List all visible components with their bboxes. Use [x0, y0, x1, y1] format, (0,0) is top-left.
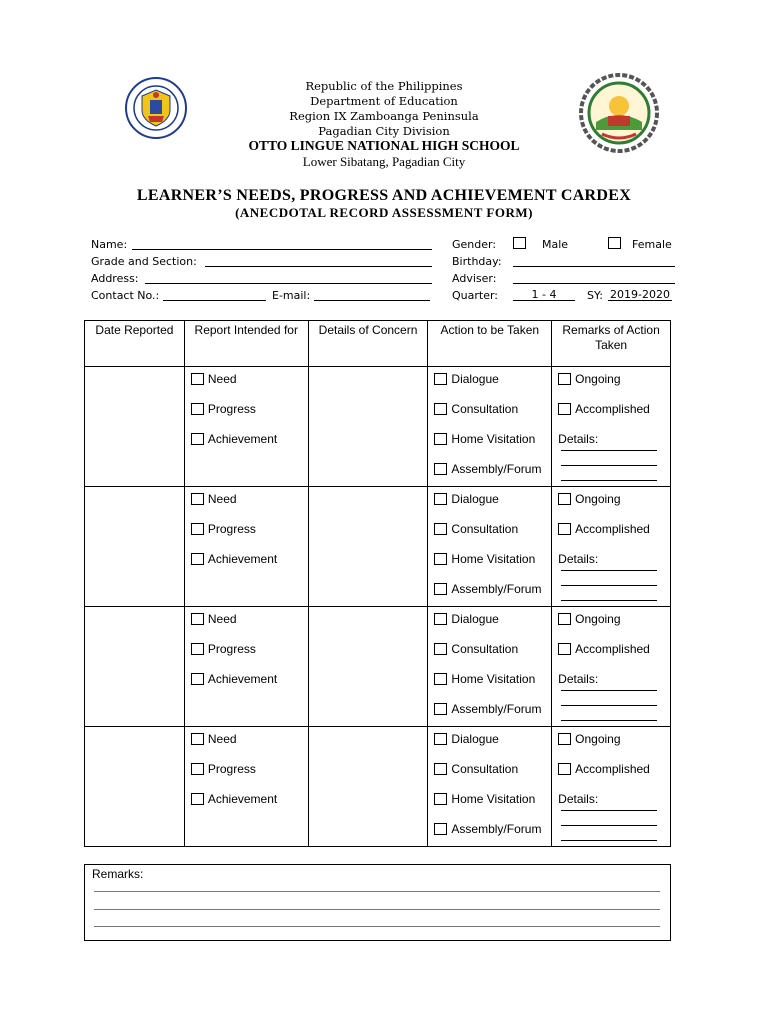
email-field[interactable] — [314, 300, 430, 301]
intended-option-2[interactable] — [191, 642, 256, 656]
intended-option-2[interactable] — [191, 762, 256, 776]
checkbox[interactable] — [191, 763, 204, 775]
checkbox-label: Need — [207, 612, 237, 626]
header-date-reported: Date Reported — [85, 321, 185, 367]
checkbox-label: Accomplished — [575, 642, 650, 656]
action-option-3[interactable] — [434, 432, 535, 446]
sy-value: 2019-2020 — [610, 288, 670, 301]
report-intended-cell — [184, 607, 308, 727]
checkbox[interactable] — [434, 403, 447, 415]
checkbox-label: Consultation — [451, 762, 519, 776]
table-row — [85, 487, 671, 607]
intended-option-3[interactable] — [191, 432, 277, 446]
remark-option-2[interactable] — [558, 402, 650, 416]
action-option-2[interactable] — [434, 522, 518, 536]
action-option-3[interactable] — [434, 792, 535, 806]
remarks-action-cell — [552, 367, 671, 487]
intended-option-1[interactable] — [191, 612, 237, 626]
action-option-4[interactable] — [434, 822, 541, 836]
checkbox[interactable] — [434, 733, 447, 745]
checkbox[interactable] — [434, 793, 447, 805]
checkbox-label: Ongoing — [575, 612, 621, 626]
checkbox-label: Home Visitation — [451, 672, 536, 686]
checkbox-label: Progress — [207, 642, 256, 656]
checkbox-label: Home Visitation — [451, 552, 536, 566]
details-line[interactable] — [561, 690, 657, 691]
details-line[interactable] — [561, 600, 657, 601]
contact-label: Contact No.: — [91, 289, 160, 302]
intended-option-2[interactable] — [191, 522, 256, 536]
action-taken-cell — [428, 607, 552, 727]
checkbox-label: Progress — [207, 522, 256, 536]
checkbox-label: Assembly/Forum — [451, 702, 542, 716]
checkbox[interactable] — [434, 643, 447, 655]
female-label: Female — [632, 238, 672, 251]
checkbox-label: Ongoing — [575, 372, 621, 386]
remarks-line[interactable] — [94, 909, 660, 910]
checkbox-label: Achievement — [207, 792, 278, 806]
intended-option-2[interactable] — [191, 402, 256, 416]
name-label: Name: — [91, 238, 128, 251]
email-label: E-mail: — [272, 289, 311, 302]
action-option-3[interactable] — [434, 672, 535, 686]
header-line-division: Pagadian City Division — [318, 124, 450, 138]
checkbox-label: Need — [207, 492, 237, 506]
checkbox[interactable] — [558, 523, 571, 535]
intended-option-3[interactable] — [191, 552, 277, 566]
details-label: Details: — [558, 552, 599, 566]
checkbox[interactable] — [434, 763, 447, 775]
checkbox[interactable] — [191, 523, 204, 535]
checkbox[interactable] — [434, 463, 447, 475]
details-line[interactable] — [561, 840, 657, 841]
table-row — [85, 607, 671, 727]
address-label: Address: — [91, 272, 139, 285]
checkbox-label: Dialogue — [451, 612, 499, 626]
action-option-1[interactable] — [434, 612, 498, 626]
checkbox[interactable] — [191, 733, 204, 745]
details-concern-cell[interactable] — [308, 727, 428, 847]
details-label: Details: — [558, 672, 599, 686]
checkbox[interactable] — [434, 583, 447, 595]
intended-option-3[interactable] — [191, 792, 277, 806]
checkbox[interactable] — [434, 823, 447, 835]
remark-option-1[interactable] — [558, 492, 620, 506]
action-option-1[interactable] — [434, 492, 498, 506]
details-line[interactable] — [561, 585, 657, 586]
checkbox[interactable] — [558, 643, 571, 655]
intended-option-1[interactable] — [191, 372, 237, 386]
intended-option-1[interactable] — [191, 732, 237, 746]
checkbox-label: Home Visitation — [451, 432, 536, 446]
table-row — [85, 367, 671, 487]
report-intended-cell — [184, 727, 308, 847]
date-reported-cell[interactable] — [85, 727, 185, 847]
checkbox[interactable] — [558, 493, 571, 505]
form-subtitle: (ANECDOTAL RECORD ASSESSMENT FORM) — [235, 205, 533, 220]
details-line[interactable] — [561, 570, 657, 571]
checkbox[interactable] — [558, 373, 571, 385]
header-remarks-action: Remarks of Action Taken — [552, 321, 671, 367]
form-title: LEARNER’S NEEDS, PROGRESS AND ACHIEVEMENT CARDEX — [136, 187, 632, 204]
male-label: Male — [542, 238, 569, 251]
action-taken-cell — [428, 367, 552, 487]
checkbox[interactable] — [434, 433, 447, 445]
checkbox-label: Need — [207, 372, 237, 386]
checkbox-label: Achievement — [207, 672, 278, 686]
checkbox[interactable] — [434, 493, 447, 505]
checkbox-label: Progress — [207, 762, 256, 776]
checkbox[interactable] — [558, 763, 571, 775]
action-option-1[interactable] — [434, 732, 498, 746]
birthday-field[interactable] — [513, 266, 675, 267]
checkbox[interactable] — [191, 373, 204, 385]
checkbox[interactable] — [191, 553, 204, 565]
checkbox[interactable] — [434, 373, 447, 385]
checkbox-label: Consultation — [451, 522, 519, 536]
checkbox-label: Achievement — [207, 432, 278, 446]
checkbox-label: Assembly/Forum — [451, 462, 542, 476]
details-line[interactable] — [561, 705, 657, 706]
remarks-label: Remarks: — [92, 867, 144, 881]
checkbox[interactable] — [434, 703, 447, 715]
checkbox-label: Assembly/Forum — [451, 582, 542, 596]
remarks-action-cell — [552, 607, 671, 727]
school-name: OTTO LINGUE NATIONAL HIGH SCHOOL — [248, 138, 520, 153]
action-option-4[interactable] — [434, 582, 541, 596]
details-line[interactable] — [561, 720, 657, 721]
checkbox[interactable] — [191, 613, 204, 625]
name-field[interactable] — [132, 249, 432, 250]
sy-label: SY: — [587, 289, 603, 302]
checkbox-label: Ongoing — [575, 732, 621, 746]
remark-option-1[interactable] — [558, 732, 620, 746]
remarks-action-cell — [552, 487, 671, 607]
checkbox-label: Need — [207, 732, 237, 746]
header-details-concern: Details of Concern — [308, 321, 428, 367]
table-row — [85, 727, 671, 847]
checkbox-label: Dialogue — [451, 372, 499, 386]
report-intended-cell — [184, 487, 308, 607]
school-location: Lower Sibatang, Pagadian City — [302, 154, 466, 169]
checkbox-label: Achievement — [207, 552, 278, 566]
quarter-label: Quarter: — [452, 289, 499, 302]
checkbox[interactable] — [434, 553, 447, 565]
checkbox[interactable] — [191, 433, 204, 445]
checkbox[interactable] — [558, 613, 571, 625]
remarks-box — [84, 864, 671, 941]
remarks-line[interactable] — [94, 926, 660, 927]
header-report-intended: Report Intended for — [184, 321, 308, 367]
checkbox-label: Assembly/Forum — [451, 822, 542, 836]
action-option-4[interactable] — [434, 462, 541, 476]
checkbox[interactable] — [558, 403, 571, 415]
action-option-2[interactable] — [434, 402, 518, 416]
checkbox-label: Progress — [207, 402, 256, 416]
birthday-label: Birthday: — [452, 255, 502, 268]
checkbox-label: Accomplished — [575, 522, 650, 536]
details-line[interactable] — [561, 810, 657, 811]
female-checkbox[interactable] — [608, 237, 621, 249]
remarks-line[interactable] — [94, 891, 660, 892]
remark-option-1[interactable] — [558, 612, 620, 626]
contact-field[interactable] — [163, 300, 266, 301]
quarter-value: 1 - 4 — [531, 288, 557, 301]
details-concern-cell[interactable] — [308, 607, 428, 727]
checkbox[interactable] — [434, 523, 447, 535]
action-taken-cell — [428, 727, 552, 847]
details-concern-cell[interactable] — [308, 487, 428, 607]
grade-section-field[interactable] — [205, 266, 432, 267]
action-option-1[interactable] — [434, 372, 498, 386]
action-taken-cell — [428, 487, 552, 607]
details-line[interactable] — [561, 480, 657, 481]
remarks-action-cell — [552, 727, 671, 847]
checkbox-label: Home Visitation — [451, 792, 536, 806]
address-field[interactable] — [145, 283, 432, 284]
remark-option-2[interactable] — [558, 762, 650, 776]
checkbox[interactable] — [558, 733, 571, 745]
date-reported-cell[interactable] — [85, 607, 185, 727]
header-line-region: Region IX Zamboanga Peninsula — [289, 109, 479, 123]
checkbox[interactable] — [434, 673, 447, 685]
details-line[interactable] — [561, 465, 657, 466]
action-option-3[interactable] — [434, 552, 535, 566]
header-line-republic: Republic of the Philippines — [305, 79, 463, 93]
checkbox[interactable] — [191, 793, 204, 805]
remark-option-2[interactable] — [558, 642, 650, 656]
details-label: Details: — [558, 792, 599, 806]
details-concern-cell[interactable] — [308, 367, 428, 487]
header-action-taken: Action to be Taken — [428, 321, 552, 367]
remark-option-1[interactable] — [558, 372, 620, 386]
checkbox-label: Dialogue — [451, 732, 499, 746]
remark-option-2[interactable] — [558, 522, 650, 536]
checkbox-label: Accomplished — [575, 402, 650, 416]
checkbox-label: Accomplished — [575, 762, 650, 776]
gender-label: Gender: — [452, 238, 497, 251]
checkbox[interactable] — [191, 643, 204, 655]
action-option-2[interactable] — [434, 762, 518, 776]
details-line[interactable] — [561, 825, 657, 826]
checkbox[interactable] — [434, 613, 447, 625]
action-option-4[interactable] — [434, 702, 541, 716]
date-reported-cell[interactable] — [85, 367, 185, 487]
checkbox-label: Consultation — [451, 402, 519, 416]
grade-section-label: Grade and Section: — [91, 255, 197, 268]
checkbox-label: Ongoing — [575, 492, 621, 506]
date-reported-cell[interactable] — [85, 487, 185, 607]
action-option-2[interactable] — [434, 642, 518, 656]
intended-option-1[interactable] — [191, 492, 237, 506]
report-intended-cell — [184, 367, 308, 487]
anecdotal-record-table — [84, 320, 671, 847]
checkbox[interactable] — [191, 673, 204, 685]
checkbox[interactable] — [191, 493, 204, 505]
details-label: Details: — [558, 432, 599, 446]
header-line-department: Department of Education — [310, 94, 458, 108]
adviser-label: Adviser: — [452, 272, 497, 285]
checkbox-label: Consultation — [451, 642, 519, 656]
checkbox-label: Dialogue — [451, 492, 499, 506]
adviser-field[interactable] — [513, 283, 675, 284]
details-line[interactable] — [561, 450, 657, 451]
intended-option-3[interactable] — [191, 672, 277, 686]
male-checkbox[interactable] — [513, 237, 526, 249]
checkbox[interactable] — [191, 403, 204, 415]
